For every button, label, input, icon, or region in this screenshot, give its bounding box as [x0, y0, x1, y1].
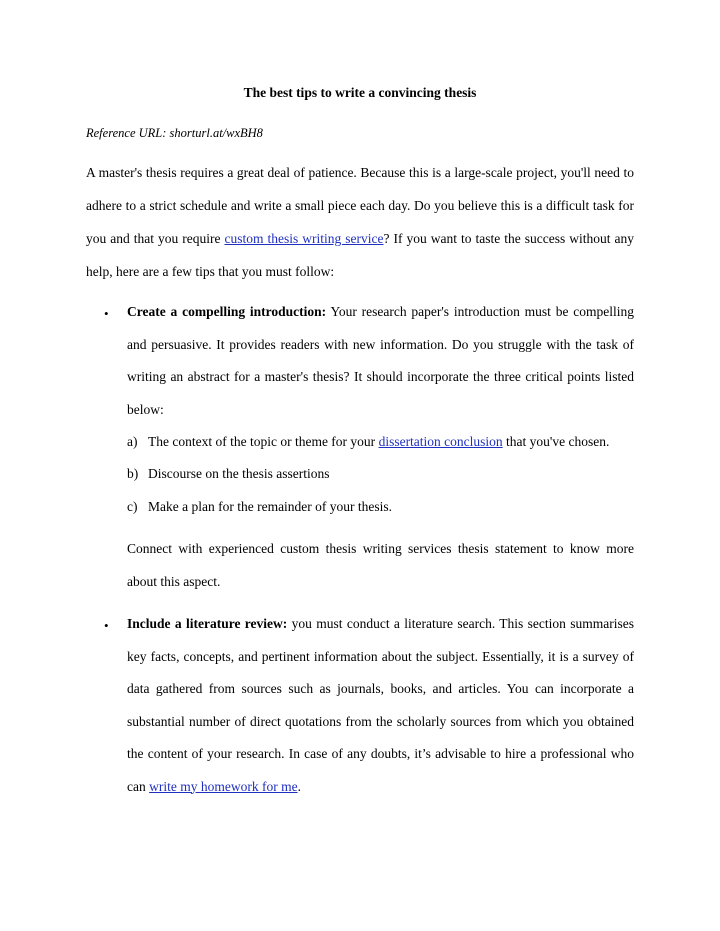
tip-text: you must conduct a literature search. This section summarises key facts, concepts, and pertinent information about the subject. Essentially, it is a survey of data gathered from sources such as journals, books, and articles. You can incorporate a substantial number of direct quotations from the scholarly sources from which you obtained the content of your research. In case of any doubts, it’s advisable to hire a professional who can [127, 616, 634, 794]
tip-text-end: . [297, 778, 301, 794]
document-title: The best tips to write a convincing thesis [243, 85, 477, 100]
sub-item-letter: b) [127, 466, 139, 481]
tip-heading: Create a compelling introduction: [127, 304, 327, 319]
tip-followup: Connect with experienced custom thesis writing services thesis statement to know more about this aspect. [127, 541, 634, 589]
sub-item-letter: c) [127, 499, 138, 514]
tip-heading: Include a literature review: [127, 616, 288, 631]
intro-paragraph [86, 156, 634, 288]
intro-text-1: A master's thesis requires a great deal of patience. Because this is a large-scale project, you'll need to adhere to a strict schedule and write a small piece each day. Do you believe this is a difficult task for you and that you require [86, 165, 634, 246]
sub-item-b [127, 466, 329, 482]
dissertation-conclusion-link[interactable]: dissertation conclusion [378, 434, 503, 449]
bullet-icon: • [104, 306, 109, 321]
sub-item-letter: a) [127, 434, 138, 449]
tip-literature-review [127, 608, 634, 803]
reference-url: Reference URL: shorturl.at/wxBH8 [86, 126, 263, 140]
write-homework-link[interactable]: write my homework for me [149, 778, 298, 794]
custom-thesis-link[interactable]: custom thesis writing service [224, 231, 384, 246]
sub-item-text: The context of the topic or theme for your [148, 434, 379, 449]
tip-text: Your research paper's introduction must be compelling and persuasive. It provides readers with new information. Do you struggle with the task of writing an abstract for a master's thesis? It should incorporate the three critical points listed below: [127, 304, 634, 417]
sub-item-a [127, 434, 609, 450]
sub-item-c [127, 499, 392, 515]
tip-introduction [127, 296, 634, 426]
sub-item-text: Make a plan for the remainder of your thesis. [148, 499, 393, 514]
bullet-icon: • [104, 618, 109, 633]
sub-item-text: Discourse on the thesis assertions [148, 466, 330, 481]
intro-text-2: ? If you want to taste the success without any help, here are a few tips that you must follow: [86, 231, 634, 279]
sub-item-text-after: that you've chosen. [502, 434, 610, 449]
